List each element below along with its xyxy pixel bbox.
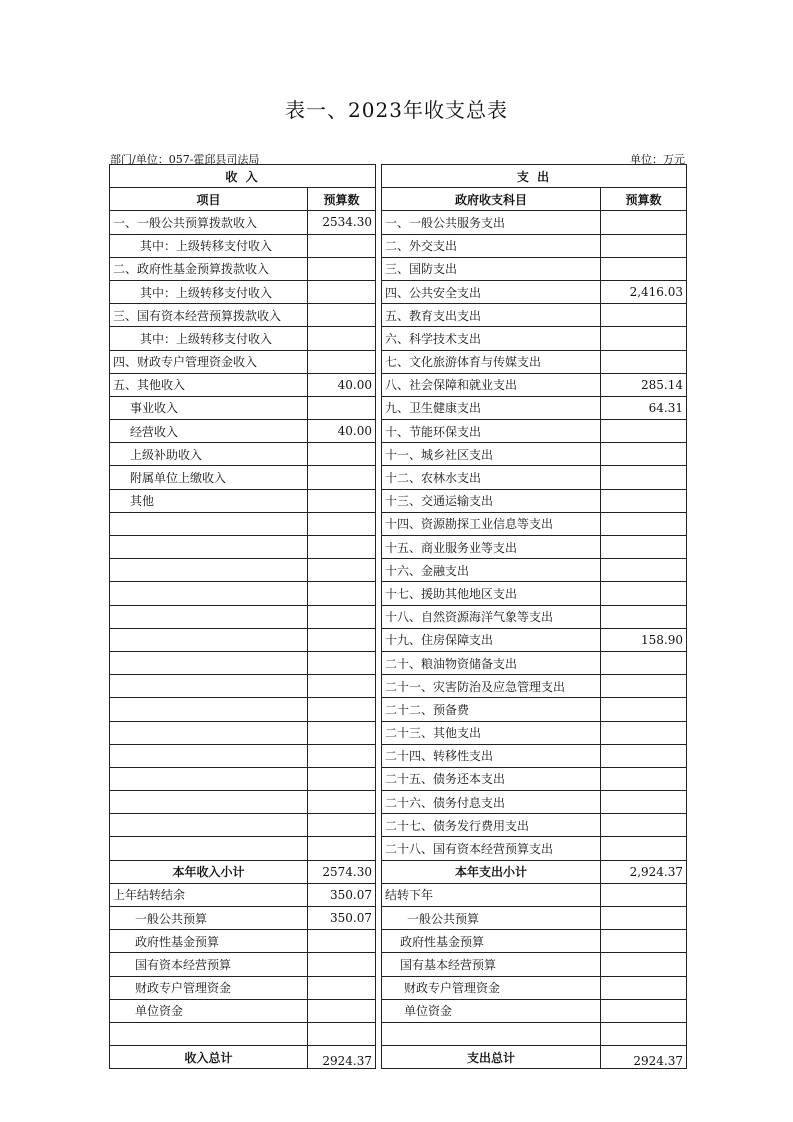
carry-row — [110, 883, 687, 906]
expense-item-value: 64.31 — [601, 396, 687, 419]
income-header: 收 入 — [110, 165, 376, 188]
expense-item-value — [601, 350, 687, 373]
income-item-label — [110, 698, 308, 721]
income-item-label — [110, 791, 308, 814]
expense-item-value — [601, 536, 687, 559]
expense-item-value — [601, 559, 687, 582]
table-row — [110, 582, 687, 605]
income-item-value — [308, 396, 376, 419]
expense-item-value — [601, 814, 687, 837]
expense-item-value: 158.90 — [601, 628, 687, 651]
expense-item-value — [601, 698, 687, 721]
expense-item-label: 一般公共预算 — [382, 907, 601, 930]
income-item-value — [308, 605, 376, 628]
expense-item-label: 二十六、债务付息支出 — [382, 791, 601, 814]
expense-item-value — [601, 466, 687, 489]
expense-item-value — [601, 976, 687, 999]
expense-item-label: 十三、交通运输支出 — [382, 489, 601, 512]
table-row — [110, 512, 687, 535]
expense-item-value — [601, 304, 687, 327]
table-row — [110, 211, 687, 234]
expense-item-label: 二十一、灾害防治及应急管理支出 — [382, 675, 601, 698]
table-row — [110, 536, 687, 559]
income-item-value — [308, 559, 376, 582]
expense-item-value: 2,416.03 — [601, 280, 687, 303]
expense-item-value — [601, 721, 687, 744]
table-row — [110, 443, 687, 466]
table-row — [110, 605, 687, 628]
table-row — [110, 559, 687, 582]
income-item-label: 二、政府性基金预算拨款收入 — [110, 257, 308, 280]
income-item-value — [308, 837, 376, 860]
expense-item-label: 十一、城乡社区支出 — [382, 443, 601, 466]
income-item-label: 其中：上级转移支付收入 — [110, 280, 308, 303]
expense-item-label: 一、一般公共服务支出 — [382, 211, 601, 234]
expense-item-value — [601, 791, 687, 814]
table-row — [110, 698, 687, 721]
expense-item-label: 六、科学技术支出 — [382, 327, 601, 350]
income-item-label: 其中：上级转移支付收入 — [110, 234, 308, 257]
table-row — [110, 628, 687, 651]
income-item-label: 其中：上级转移支付收入 — [110, 327, 308, 350]
table-row — [110, 744, 687, 767]
income-item-value — [308, 489, 376, 512]
expense-item-label: 国有基本经营预算 — [382, 953, 601, 976]
income-item-label: 国有资本经营预算 — [110, 953, 308, 976]
gov-subject-header: 政府收支科目 — [382, 188, 601, 211]
income-item-label — [110, 814, 308, 837]
expense-item-label: 四、公共安全支出 — [382, 280, 601, 303]
income-item-value — [308, 304, 376, 327]
income-item-label — [110, 605, 308, 628]
income-item-value: 40.00 — [308, 373, 376, 396]
page-title: 表一、2023年收支总表 — [285, 98, 508, 122]
income-item-value — [308, 628, 376, 651]
expense-item-label: 十五、商业服务业等支出 — [382, 536, 601, 559]
income-item-label: 经营收入 — [110, 420, 308, 443]
expense-item-value — [601, 605, 687, 628]
income-item-label — [110, 651, 308, 674]
table-row — [110, 373, 687, 396]
carry-row — [110, 999, 687, 1022]
income-item-value — [308, 999, 376, 1022]
income-item-label — [110, 675, 308, 698]
income-item-label: 五、其他收入 — [110, 373, 308, 396]
expense-item-value — [601, 512, 687, 535]
expense-item-label: 财政专户管理资金 — [382, 976, 601, 999]
income-item-value: 40.00 — [308, 420, 376, 443]
income-item-value: 2534.30 — [308, 211, 376, 234]
income-item-label: 事业收入 — [110, 396, 308, 419]
income-item-value — [308, 675, 376, 698]
income-item-label — [110, 721, 308, 744]
expense-item-label: 本年支出小计 — [382, 860, 601, 883]
expense-item-value — [601, 744, 687, 767]
income-item-value — [308, 651, 376, 674]
income-item-value — [308, 327, 376, 350]
expense-item-label: 十九、住房保障支出 — [382, 628, 601, 651]
expense-item-label: 政府性基金预算 — [382, 930, 601, 953]
header-row-1 — [110, 165, 687, 188]
expense-item-label: 九、卫生健康支出 — [382, 396, 601, 419]
income-item-label: 附属单位上缴收入 — [110, 466, 308, 489]
expense-item-value — [601, 443, 687, 466]
table-row — [110, 234, 687, 257]
expense-item-label: 二、外交支出 — [382, 234, 601, 257]
expense-item-value — [601, 651, 687, 674]
expense-item-value — [601, 675, 687, 698]
expense-item-value — [601, 582, 687, 605]
income-item-value: 2574.30 — [308, 860, 376, 883]
expense-item-value — [601, 257, 687, 280]
carry-row — [110, 1022, 687, 1045]
income-item-label — [110, 512, 308, 535]
income-item-label — [110, 744, 308, 767]
income-item-value — [308, 582, 376, 605]
income-item-value — [308, 280, 376, 303]
table-row — [110, 280, 687, 303]
income-item-label: 财政专户管理资金 — [110, 976, 308, 999]
expense-item-label: 二十四、转移性支出 — [382, 744, 601, 767]
expense-item-value — [601, 953, 687, 976]
expense-item-value — [601, 1022, 687, 1045]
income-item-label: 上级补助收入 — [110, 443, 308, 466]
income-item-value — [308, 234, 376, 257]
expense-item-label: 十、节能环保支出 — [382, 420, 601, 443]
expense-item-value — [601, 930, 687, 953]
expense-item-value — [601, 420, 687, 443]
income-item-value — [308, 791, 376, 814]
income-item-label — [110, 536, 308, 559]
expense-item-label: 二十七、债务发行费用支出 — [382, 814, 601, 837]
expense-item-label: 二十二、预备费 — [382, 698, 601, 721]
budget2-header: 预算数 — [601, 188, 687, 211]
expense-item-label: 单位资金 — [382, 999, 601, 1022]
table-row — [110, 350, 687, 373]
expense-item-value — [601, 999, 687, 1022]
table-row — [110, 466, 687, 489]
table-row — [110, 721, 687, 744]
carry-row — [110, 953, 687, 976]
income-item-label — [110, 1022, 308, 1045]
expense-item-label: 十四、资源勘探工业信息等支出 — [382, 512, 601, 535]
table-row — [110, 814, 687, 837]
income-item-label: 单位资金 — [110, 999, 308, 1022]
income-item-label: 本年收入小计 — [110, 860, 308, 883]
income-item-label — [110, 582, 308, 605]
expense-item-value — [601, 767, 687, 790]
expense-item-value — [601, 327, 687, 350]
income-item-value — [308, 698, 376, 721]
header-row-2 — [110, 188, 687, 211]
table-row — [110, 257, 687, 280]
expense-item-label: 十六、金融支出 — [382, 559, 601, 582]
expense-item-label: 十八、自然资源海洋气象等支出 — [382, 605, 601, 628]
income-item-value — [308, 767, 376, 790]
subtotal-row — [110, 860, 687, 883]
table-row — [110, 304, 687, 327]
income-item-label: 一、一般公共预算拨款收入 — [110, 211, 308, 234]
expense-item-label: 二十、粮油物资储备支出 — [382, 651, 601, 674]
income-item-value — [308, 257, 376, 280]
expense-item-value — [601, 883, 687, 906]
income-item-value — [308, 953, 376, 976]
table-row — [110, 791, 687, 814]
income-item-value: 2924.37 — [308, 1046, 376, 1069]
table-row — [110, 651, 687, 674]
income-item-value — [308, 512, 376, 535]
expense-item-label — [382, 1022, 601, 1045]
carry-row — [110, 976, 687, 999]
table-row — [110, 489, 687, 512]
income-item-value — [308, 350, 376, 373]
expense-item-label: 十七、援助其他地区支出 — [382, 582, 601, 605]
income-item-label — [110, 767, 308, 790]
income-item-value — [308, 814, 376, 837]
expense-item-value: 285.14 — [601, 373, 687, 396]
income-item-value — [308, 721, 376, 744]
income-item-label — [110, 559, 308, 582]
expense-item-value: 2924.37 — [601, 1046, 687, 1069]
income-item-label: 上年结转结余 — [110, 883, 308, 906]
income-item-label: 三、国有资本经营预算拨款收入 — [110, 304, 308, 327]
income-item-label: 其他 — [110, 489, 308, 512]
expense-item-label: 三、国防支出 — [382, 257, 601, 280]
expense-item-label: 七、文化旅游体育与传媒支出 — [382, 350, 601, 373]
expense-item-label: 二十五、债务还本支出 — [382, 767, 601, 790]
income-item-value: 350.07 — [308, 883, 376, 906]
income-item-value — [308, 744, 376, 767]
income-item-label — [110, 628, 308, 651]
income-item-value — [308, 466, 376, 489]
expense-item-label: 十二、农林水支出 — [382, 466, 601, 489]
income-item-label: 收入总计 — [110, 1046, 308, 1069]
expense-item-label: 八、社会保障和就业支出 — [382, 373, 601, 396]
expense-item-value — [601, 211, 687, 234]
income-item-value — [308, 1022, 376, 1045]
expense-item-label: 结转下年 — [382, 883, 601, 906]
table-row — [110, 675, 687, 698]
budget-header: 预算数 — [308, 188, 376, 211]
table-row — [110, 327, 687, 350]
expense-item-value — [601, 837, 687, 860]
income-item-value — [308, 930, 376, 953]
table-row — [110, 396, 687, 419]
table-row — [110, 837, 687, 860]
income-item-value — [308, 976, 376, 999]
expense-item-value — [601, 907, 687, 930]
income-item-label: 四、财政专户管理资金收入 — [110, 350, 308, 373]
carry-row — [110, 907, 687, 930]
expense-item-label: 二十八、国有资本经营预算支出 — [382, 837, 601, 860]
department-label: 部门/单位：057-霍邱县司法局 — [110, 153, 260, 166]
income-item-label: 一般公共预算 — [110, 907, 308, 930]
table-row — [110, 767, 687, 790]
expense-item-value — [601, 234, 687, 257]
carry-row — [110, 930, 687, 953]
table-row — [110, 420, 687, 443]
income-item-label — [110, 837, 308, 860]
income-item-value — [308, 443, 376, 466]
total-row — [110, 1046, 687, 1069]
expense-item-value — [601, 489, 687, 512]
income-item-label: 政府性基金预算 — [110, 930, 308, 953]
income-item-value — [308, 536, 376, 559]
expense-header: 支 出 — [382, 165, 687, 188]
income-item-value: 350.07 — [308, 907, 376, 930]
budget-summary-table — [109, 164, 687, 1069]
expense-item-label: 支出总计 — [382, 1046, 601, 1069]
item-header: 项目 — [110, 188, 308, 211]
expense-item-label: 五、教育支出支出 — [382, 304, 601, 327]
expense-item-value: 2,924.37 — [601, 860, 687, 883]
expense-item-label: 二十三、其他支出 — [382, 721, 601, 744]
unit-label: 单位：万元 — [630, 153, 685, 166]
